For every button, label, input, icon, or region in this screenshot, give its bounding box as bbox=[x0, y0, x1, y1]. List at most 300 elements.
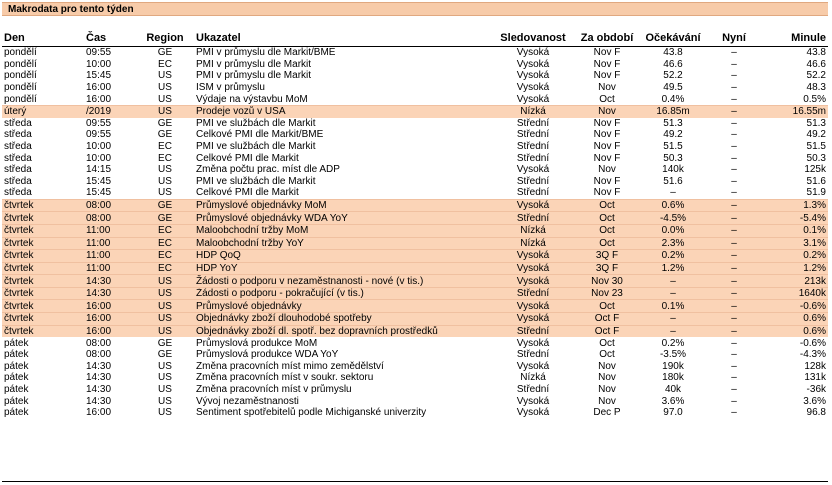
table-row bbox=[2, 262, 828, 275]
cell-previous: -0.6% bbox=[762, 300, 828, 313]
table-row bbox=[2, 70, 828, 82]
table-row bbox=[2, 372, 828, 384]
cell-previous: 125k bbox=[804, 164, 826, 176]
cell-day: středa bbox=[4, 164, 32, 176]
cell-time: 14:30 bbox=[86, 360, 112, 372]
cell-now: – bbox=[731, 70, 737, 82]
cell-time: 16:00 bbox=[86, 407, 112, 419]
cell-day: čtvrtek bbox=[2, 199, 84, 212]
cell-expected: 1.2% bbox=[640, 262, 706, 275]
cell-watch: Nízká bbox=[492, 237, 574, 250]
cell-day: pondělí bbox=[4, 70, 37, 82]
table-row bbox=[2, 325, 828, 337]
cell-previous: 49.2 bbox=[806, 129, 826, 141]
cell-expected: 140k bbox=[662, 164, 684, 176]
cell-previous: 0.5% bbox=[803, 93, 826, 105]
cell-expected: 0.2% bbox=[640, 250, 706, 263]
cell-period: Oct F bbox=[574, 325, 640, 337]
table-row bbox=[2, 337, 828, 349]
cell-expected: 2.3% bbox=[640, 237, 706, 250]
table-row bbox=[2, 237, 828, 250]
cell-region: US bbox=[158, 82, 172, 94]
cell-day: středa bbox=[4, 175, 32, 187]
cell-now: – bbox=[731, 152, 737, 164]
table-row bbox=[2, 407, 828, 419]
cell-region: US bbox=[158, 164, 172, 176]
cell-region: EC bbox=[136, 250, 194, 263]
cell-period: Oct F bbox=[574, 313, 640, 326]
table-body bbox=[2, 47, 828, 419]
cell-day: čtvrtek bbox=[2, 275, 84, 288]
cell-period: Nov F bbox=[593, 187, 621, 199]
table-row bbox=[2, 300, 828, 313]
cell-region: US bbox=[136, 275, 194, 288]
cell-indicator: Průmyslová produkce MoM bbox=[196, 337, 318, 349]
cell-indicator: Změna pracovních míst mimo zemědělství bbox=[196, 360, 384, 372]
cell-period: 3Q F bbox=[574, 250, 640, 263]
table-row bbox=[2, 93, 828, 105]
cell-region: EC bbox=[136, 262, 194, 275]
cell-period: Nov bbox=[598, 395, 616, 407]
table-row bbox=[2, 176, 828, 188]
cell-time: 15:45 bbox=[86, 175, 112, 187]
cell-time: 09:55 bbox=[86, 129, 112, 141]
cell-day: středa bbox=[4, 129, 32, 141]
table-row bbox=[2, 313, 828, 326]
cell-indicator: Průmyslové objednávky MoM bbox=[194, 199, 492, 212]
cell-day: pátek bbox=[4, 349, 29, 361]
cell-region: GE bbox=[157, 47, 173, 59]
cell-previous: 0.6% bbox=[762, 313, 828, 326]
table-row bbox=[2, 224, 828, 237]
header-previous: Minule bbox=[762, 30, 828, 47]
table-bottom-border bbox=[2, 481, 828, 482]
cell-time: 10:00 bbox=[86, 141, 112, 153]
table-row bbox=[2, 47, 828, 59]
cell-now: – bbox=[731, 47, 737, 59]
cell-indicator: Celkové PMI dle Markit bbox=[196, 187, 299, 199]
cell-region: GE bbox=[136, 199, 194, 212]
cell-time: 08:00 bbox=[84, 212, 136, 225]
cell-period: Nov bbox=[598, 164, 616, 176]
cell-watch: Vysoká bbox=[516, 58, 550, 70]
cell-period: Oct bbox=[574, 224, 640, 237]
cell-watch: Střední bbox=[492, 287, 574, 300]
cell-watch: Střední bbox=[516, 129, 550, 141]
cell-period: Nov F bbox=[593, 58, 621, 70]
header-day: Den bbox=[2, 30, 84, 47]
table-row bbox=[2, 395, 828, 407]
header-period: Za období bbox=[574, 30, 640, 47]
cell-period: Oct bbox=[574, 237, 640, 250]
cell-indicator: HDP YoY bbox=[194, 262, 492, 275]
cell-indicator: Změna pracovních míst v soukr. sektoru bbox=[196, 372, 374, 384]
cell-indicator: Žádosti o podporu v nezaměstnanosti - nové (v tis.) bbox=[194, 275, 492, 288]
cell-now: – bbox=[731, 383, 737, 395]
cell-expected: 52.2 bbox=[663, 70, 683, 82]
cell-indicator: PMI ve službách dle Markit bbox=[196, 141, 316, 153]
cell-now: – bbox=[706, 325, 762, 337]
table-row bbox=[2, 118, 828, 130]
cell-previous: 50.3 bbox=[806, 152, 826, 164]
cell-day: pondělí bbox=[4, 58, 37, 70]
cell-time: 11:00 bbox=[84, 237, 136, 250]
cell-day: pátek bbox=[4, 360, 29, 372]
cell-now: – bbox=[706, 237, 762, 250]
cell-expected: – bbox=[640, 275, 706, 288]
cell-expected: 43.8 bbox=[663, 47, 683, 59]
cell-region: GE bbox=[157, 337, 173, 349]
table-row bbox=[2, 82, 828, 94]
table-row bbox=[2, 59, 828, 71]
cell-now: – bbox=[706, 199, 762, 212]
cell-expected: – bbox=[670, 187, 676, 199]
cell-region: US bbox=[158, 407, 172, 419]
cell-indicator: Změna pracovních míst v průmyslu bbox=[196, 383, 352, 395]
cell-day: čtvrtek bbox=[2, 237, 84, 250]
cell-watch: Vysoká bbox=[516, 407, 550, 419]
cell-time: 16:00 bbox=[86, 82, 112, 94]
cell-watch: Vysoká bbox=[492, 262, 574, 275]
cell-now: – bbox=[731, 360, 737, 372]
cell-watch: Nízká bbox=[492, 105, 574, 117]
cell-expected: 0.2% bbox=[661, 337, 685, 349]
cell-region: US bbox=[158, 93, 172, 105]
cell-indicator: Změna počtu prac. míst dle ADP bbox=[196, 164, 340, 176]
cell-indicator: Průmyslová produkce WDA YoY bbox=[196, 349, 339, 361]
cell-watch: Vysoká bbox=[516, 360, 550, 372]
cell-region: US bbox=[136, 325, 194, 337]
cell-indicator: PMI ve službách dle Markit bbox=[196, 117, 316, 129]
cell-time: 08:00 bbox=[86, 337, 112, 349]
cell-day: čtvrtek bbox=[2, 325, 84, 337]
cell-time: 16:00 bbox=[86, 93, 112, 105]
cell-region: US bbox=[158, 360, 172, 372]
cell-expected: 49.5 bbox=[663, 82, 683, 94]
cell-region: EC bbox=[158, 152, 172, 164]
cell-watch: Vysoká bbox=[516, 337, 550, 349]
cell-indicator: Objednávky zboží dl. spotř. bez dopravních prostředků bbox=[194, 325, 492, 337]
cell-region: GE bbox=[157, 129, 173, 141]
cell-period: Nov F bbox=[593, 129, 621, 141]
cell-day: čtvrtek bbox=[2, 250, 84, 263]
cell-watch: Střední bbox=[516, 187, 550, 199]
cell-period: Oct bbox=[599, 93, 615, 105]
cell-period: Oct bbox=[599, 349, 615, 361]
cell-now: – bbox=[706, 250, 762, 263]
cell-period: Nov F bbox=[593, 70, 621, 82]
cell-now: – bbox=[706, 287, 762, 300]
cell-expected: 0.1% bbox=[640, 300, 706, 313]
cell-watch: Střední bbox=[492, 212, 574, 225]
cell-period: 3Q F bbox=[574, 262, 640, 275]
cell-indicator: PMI v průmyslu dle Markit/BME bbox=[196, 47, 336, 59]
cell-region: US bbox=[136, 287, 194, 300]
cell-time: 11:00 bbox=[84, 224, 136, 237]
cell-previous: 51.6 bbox=[806, 175, 826, 187]
cell-period: Dec P bbox=[593, 407, 621, 419]
cell-period: Nov bbox=[598, 383, 616, 395]
table-row bbox=[2, 250, 828, 263]
cell-now: – bbox=[731, 117, 737, 129]
cell-expected: 190k bbox=[662, 360, 684, 372]
cell-time: 11:00 bbox=[84, 250, 136, 263]
cell-now: – bbox=[731, 407, 737, 419]
header-expected: Očekávání bbox=[640, 30, 706, 47]
cell-watch: Vysoká bbox=[516, 82, 550, 94]
cell-day: čtvrtek bbox=[2, 224, 84, 237]
cell-day: pondělí bbox=[4, 93, 37, 105]
cell-time: 16:00 bbox=[84, 300, 136, 313]
cell-expected: -4.5% bbox=[640, 212, 706, 225]
cell-day: čtvrtek bbox=[2, 262, 84, 275]
cell-day: středa bbox=[4, 152, 32, 164]
cell-now: – bbox=[706, 300, 762, 313]
cell-previous: 1.2% bbox=[762, 262, 828, 275]
cell-region: EC bbox=[136, 237, 194, 250]
cell-period: Nov bbox=[598, 372, 616, 384]
cell-previous: 16.55m bbox=[762, 105, 828, 117]
cell-period: Oct bbox=[574, 300, 640, 313]
cell-day: pátek bbox=[4, 383, 29, 395]
cell-now: – bbox=[731, 395, 737, 407]
cell-previous: 43.8 bbox=[806, 47, 826, 59]
cell-indicator: PMI ve službách dle Markit bbox=[196, 175, 316, 187]
cell-watch: Nízká bbox=[520, 372, 546, 384]
header-region: Region bbox=[136, 30, 194, 47]
cell-watch: Vysoká bbox=[492, 300, 574, 313]
cell-expected: 49.2 bbox=[663, 129, 683, 141]
cell-now: – bbox=[731, 175, 737, 187]
cell-expected: 0.4% bbox=[661, 93, 685, 105]
cell-now: – bbox=[706, 224, 762, 237]
cell-day: středa bbox=[4, 187, 32, 199]
cell-day: čtvrtek bbox=[2, 212, 84, 225]
cell-watch: Střední bbox=[516, 349, 550, 361]
cell-time: 08:00 bbox=[84, 199, 136, 212]
cell-watch: Vysoká bbox=[516, 164, 550, 176]
cell-previous: 0.1% bbox=[762, 224, 828, 237]
cell-time: 09:55 bbox=[86, 117, 112, 129]
cell-watch: Vysoká bbox=[492, 199, 574, 212]
cell-expected: 51.3 bbox=[663, 117, 683, 129]
cell-time: 14:30 bbox=[84, 275, 136, 288]
cell-watch: Vysoká bbox=[516, 47, 550, 59]
cell-watch: Nízká bbox=[492, 224, 574, 237]
cell-expected: 97.0 bbox=[663, 407, 683, 419]
cell-time: 16:00 bbox=[84, 325, 136, 337]
table-row bbox=[2, 164, 828, 176]
cell-region: GE bbox=[157, 117, 173, 129]
cell-region: GE bbox=[136, 212, 194, 225]
cell-previous: 213k bbox=[762, 275, 828, 288]
cell-previous: 46.6 bbox=[806, 58, 826, 70]
table-row bbox=[2, 349, 828, 361]
cell-now: – bbox=[731, 129, 737, 141]
header-indicator: Ukazatel bbox=[194, 30, 492, 47]
cell-time: 10:00 bbox=[86, 58, 112, 70]
cell-expected: – bbox=[640, 287, 706, 300]
cell-region: US bbox=[158, 187, 172, 199]
table-row bbox=[2, 152, 828, 164]
cell-watch: Střední bbox=[516, 117, 550, 129]
cell-expected: 180k bbox=[662, 372, 684, 384]
cell-expected: – bbox=[640, 325, 706, 337]
cell-indicator: Vývoj nezaměstnanosti bbox=[196, 395, 299, 407]
cell-now: – bbox=[731, 349, 737, 361]
cell-previous: 3.1% bbox=[762, 237, 828, 250]
cell-indicator: ISM v průmyslu bbox=[196, 82, 265, 94]
cell-indicator: Maloobchodní tržby YoY bbox=[194, 237, 492, 250]
cell-time: 08:00 bbox=[86, 349, 112, 361]
cell-watch: Vysoká bbox=[492, 250, 574, 263]
cell-previous: 51.9 bbox=[806, 187, 826, 199]
cell-time: 16:00 bbox=[84, 313, 136, 326]
cell-now: – bbox=[731, 82, 737, 94]
cell-previous: 96.8 bbox=[806, 407, 826, 419]
cell-region: US bbox=[136, 105, 194, 117]
cell-now: – bbox=[731, 58, 737, 70]
cell-expected: 0.0% bbox=[640, 224, 706, 237]
cell-period: Nov F bbox=[593, 117, 621, 129]
cell-previous: 51.3 bbox=[806, 117, 826, 129]
cell-indicator: Průmyslové objednávky WDA YoY bbox=[194, 212, 492, 225]
cell-watch: Střední bbox=[516, 152, 550, 164]
cell-indicator: HDP QoQ bbox=[194, 250, 492, 263]
cell-expected: 16.85m bbox=[640, 105, 706, 117]
cell-watch: Vysoká bbox=[492, 275, 574, 288]
cell-previous: 1640k bbox=[762, 287, 828, 300]
cell-period: Nov 30 bbox=[574, 275, 640, 288]
cell-indicator: Výdaje na výstavbu MoM bbox=[196, 93, 308, 105]
cell-expected: 50.3 bbox=[663, 152, 683, 164]
cell-period: Oct bbox=[599, 337, 615, 349]
cell-now: – bbox=[731, 164, 737, 176]
cell-time: 11:00 bbox=[84, 262, 136, 275]
table-row bbox=[2, 105, 828, 117]
table-row bbox=[2, 287, 828, 300]
cell-period: Nov bbox=[598, 82, 616, 94]
cell-now: – bbox=[731, 372, 737, 384]
cell-expected: 51.6 bbox=[663, 175, 683, 187]
header-time: Čas bbox=[84, 30, 136, 47]
cell-previous: 128k bbox=[804, 360, 826, 372]
cell-indicator: Celkové PMI dle Markit/BME bbox=[196, 129, 324, 141]
cell-time: 14:30 bbox=[86, 395, 112, 407]
cell-previous: 1.3% bbox=[762, 199, 828, 212]
cell-period: Nov F bbox=[593, 152, 621, 164]
cell-now: – bbox=[706, 212, 762, 225]
cell-indicator: Průmyslové objednávky bbox=[194, 300, 492, 313]
cell-region: EC bbox=[158, 58, 172, 70]
cell-period: Oct bbox=[574, 199, 640, 212]
cell-day: pátek bbox=[4, 372, 29, 384]
cell-period: Nov F bbox=[593, 175, 621, 187]
cell-previous: 0.2% bbox=[762, 250, 828, 263]
cell-region: US bbox=[158, 383, 172, 395]
cell-period: Nov F bbox=[593, 47, 621, 59]
table-row bbox=[2, 141, 828, 153]
cell-time: 14:30 bbox=[84, 287, 136, 300]
cell-indicator: Prodeje vozů v USA bbox=[194, 105, 492, 117]
cell-watch: Střední bbox=[492, 325, 574, 337]
cell-indicator: Maloobchodní tržby MoM bbox=[194, 224, 492, 237]
cell-region: EC bbox=[136, 224, 194, 237]
cell-region: US bbox=[136, 300, 194, 313]
cell-now: – bbox=[731, 187, 737, 199]
cell-now: – bbox=[731, 141, 737, 153]
cell-day: pondělí bbox=[4, 82, 37, 94]
cell-day: středa bbox=[4, 117, 32, 129]
cell-region: US bbox=[158, 70, 172, 82]
cell-expected: – bbox=[640, 313, 706, 326]
cell-time: 10:00 bbox=[86, 152, 112, 164]
cell-previous: -5.4% bbox=[762, 212, 828, 225]
cell-time: 14:15 bbox=[86, 164, 112, 176]
table-row bbox=[2, 360, 828, 372]
cell-now: – bbox=[706, 262, 762, 275]
table-row bbox=[2, 212, 828, 225]
cell-watch: Střední bbox=[516, 141, 550, 153]
cell-indicator: Objednávky zboží dlouhodobé spotřeby bbox=[194, 313, 492, 326]
cell-period: Oct bbox=[574, 212, 640, 225]
header-watch: Sledovanost bbox=[492, 30, 574, 47]
cell-region: US bbox=[136, 313, 194, 326]
banner-title: Makrodata pro tento týden bbox=[2, 2, 828, 16]
cell-previous: 48.3 bbox=[806, 82, 826, 94]
cell-day: pátek bbox=[4, 337, 29, 349]
cell-time: 09:55 bbox=[86, 47, 112, 59]
cell-watch: Vysoká bbox=[492, 313, 574, 326]
cell-time: 14:30 bbox=[86, 383, 112, 395]
cell-watch: Střední bbox=[516, 383, 550, 395]
cell-expected: 0.6% bbox=[640, 199, 706, 212]
cell-previous: 51.5 bbox=[806, 141, 826, 153]
cell-previous: 52.2 bbox=[806, 70, 826, 82]
cell-indicator: PMI v průmyslu dle Markit bbox=[196, 70, 312, 82]
cell-day: středa bbox=[4, 141, 32, 153]
cell-watch: Vysoká bbox=[516, 70, 550, 82]
cell-expected: -3.5% bbox=[659, 349, 687, 361]
macro-table bbox=[2, 30, 828, 418]
cell-day: pondělí bbox=[4, 47, 37, 59]
cell-time: 15:45 bbox=[86, 70, 112, 82]
cell-previous: 3.6% bbox=[803, 395, 826, 407]
cell-watch: Vysoká bbox=[516, 93, 550, 105]
cell-previous: -4.3% bbox=[799, 349, 826, 361]
cell-region: GE bbox=[157, 349, 173, 361]
cell-day: čtvrtek bbox=[2, 313, 84, 326]
cell-expected: 3.6% bbox=[661, 395, 685, 407]
cell-expected: 40k bbox=[664, 383, 682, 395]
cell-time: 15:45 bbox=[86, 187, 112, 199]
cell-now: – bbox=[706, 313, 762, 326]
cell-indicator: Žádosti o podporu - pokračující (v tis.) bbox=[194, 287, 492, 300]
cell-period: Nov bbox=[598, 360, 616, 372]
cell-expected: 46.6 bbox=[663, 58, 683, 70]
cell-now: – bbox=[706, 105, 762, 117]
cell-previous: -36k bbox=[806, 383, 826, 395]
cell-day: pátek bbox=[4, 395, 29, 407]
cell-previous: 0.6% bbox=[762, 325, 828, 337]
cell-previous: -0.6% bbox=[799, 337, 826, 349]
cell-period: Nov F bbox=[593, 141, 621, 153]
cell-region: US bbox=[158, 175, 172, 187]
cell-period: Nov bbox=[574, 105, 640, 117]
cell-time: /2019 bbox=[84, 105, 136, 117]
cell-watch: Střední bbox=[516, 175, 550, 187]
cell-watch: Vysoká bbox=[516, 395, 550, 407]
